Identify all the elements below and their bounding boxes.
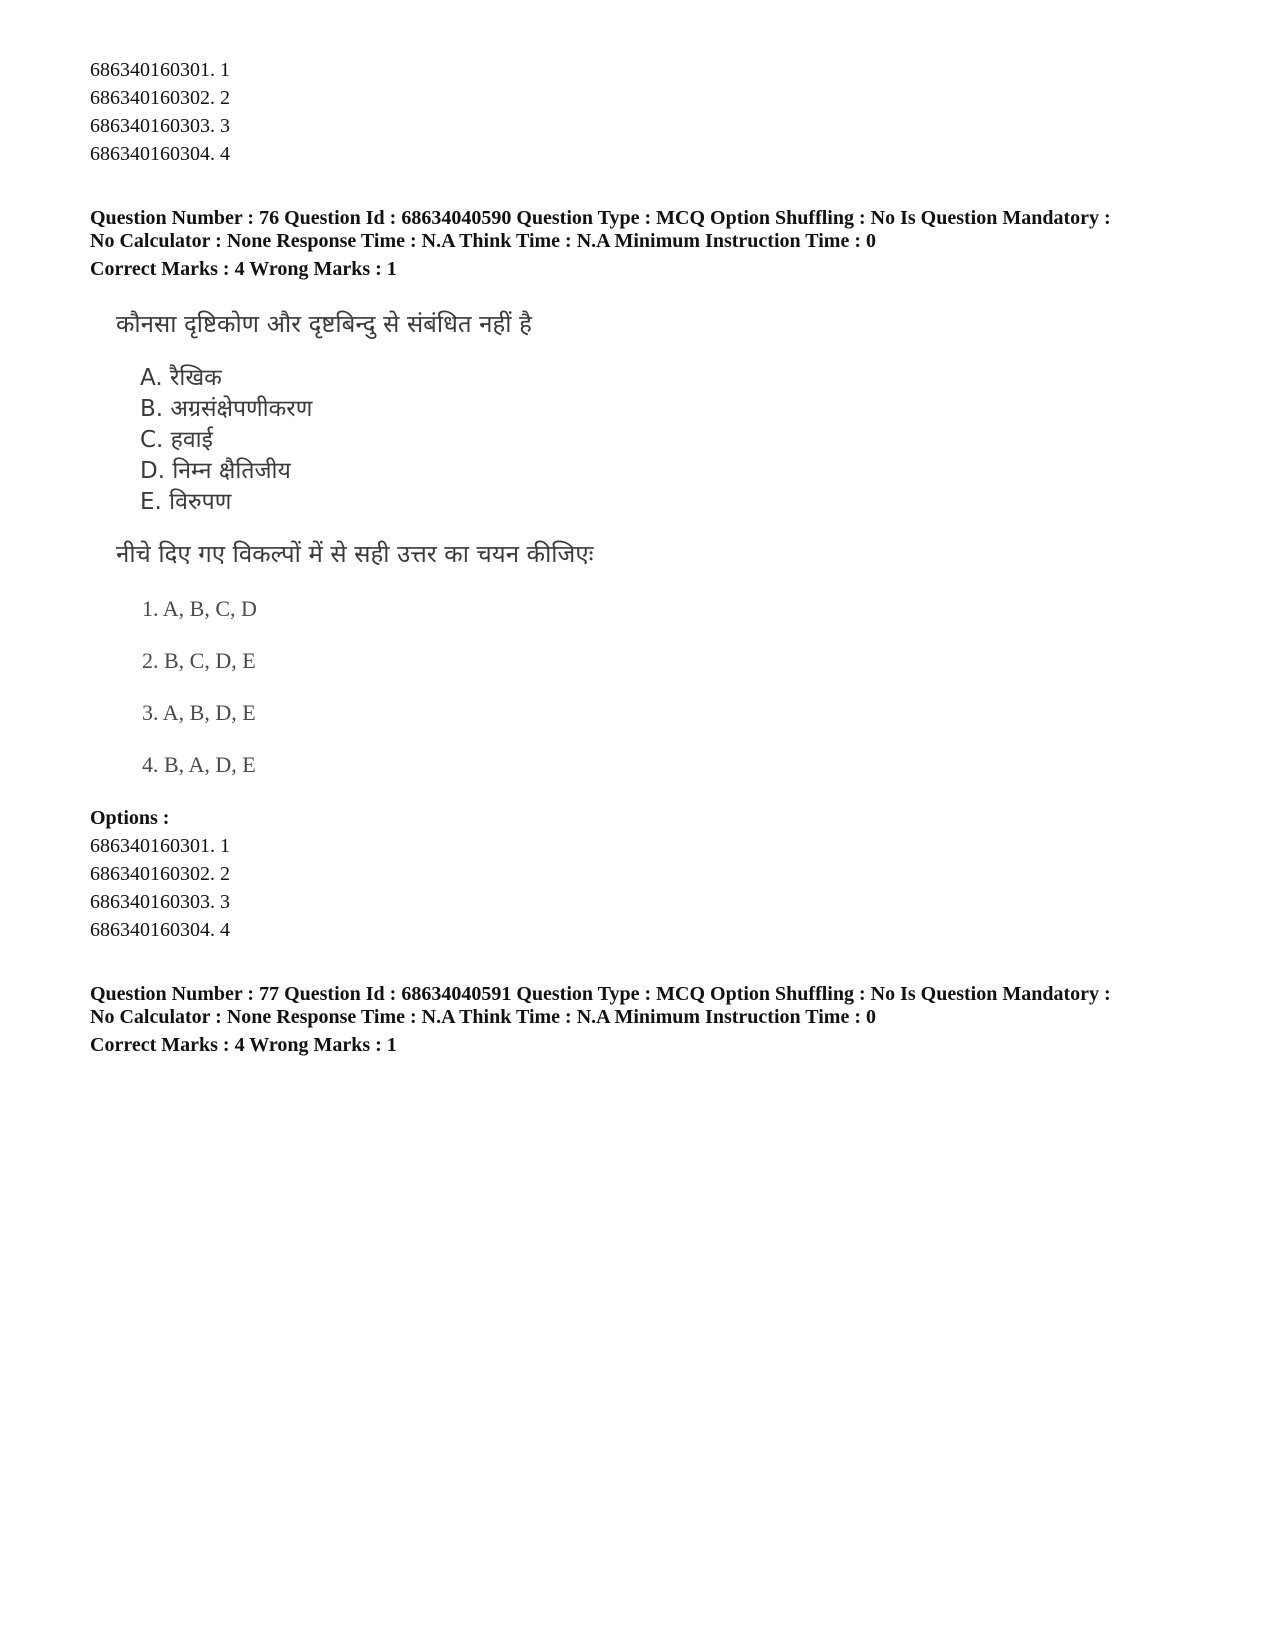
option-line: 686340160301. 1 [90,59,230,81]
q77-meta-line2: No Calculator : None Response Time : N.A Think Time : N.A Minimum Instruction Time : 0 [90,1006,876,1028]
option-line: 686340160304. 4 [90,919,230,941]
option-line: 686340160301. 1 [90,835,230,857]
q76-item-e: E. विरुपण [140,489,232,515]
q76-item-d: D. निम्न क्षैतिजीय [140,458,291,484]
q76-options-label: Options : [90,807,170,829]
q76-choice-4: 4. B, A, D, E [142,752,256,777]
q76-choice-1: 1. A, B, C, D [142,596,257,621]
option-line: 686340160302. 2 [90,863,230,885]
q76-instruction: नीचे दिए गए विकल्पों में से सही उत्तर का चयन कीजिएः [116,540,594,568]
q76-meta-line2: No Calculator : None Response Time : N.A Think Time : N.A Minimum Instruction Time : 0 [90,230,876,252]
q76-stem: कौनसा दृष्टिकोण और दृष्टबिन्दु से संबंधित नहीं है [116,310,532,338]
q76-choice-2: 2. B, C, D, E [142,648,256,673]
option-line: 686340160303. 3 [90,891,230,913]
q76-item-c: C. हवाई [140,427,213,453]
q76-choice-3: 3. A, B, D, E [142,700,256,725]
q77-meta-line1: Question Number : 77 Question Id : 68634040591 Question Type : MCQ Option Shuffling : No Is Question Mandatory : [90,983,1111,1005]
q76-meta-line1: Question Number : 76 Question Id : 68634040590 Question Type : MCQ Option Shuffling : No Is Question Mandatory : [90,207,1111,229]
option-line: 686340160303. 3 [90,115,230,137]
q76-item-b: B. अग्रसंक्षेपणीकरण [140,396,313,422]
option-line: 686340160304. 4 [90,143,230,165]
q77-marks: Correct Marks : 4 Wrong Marks : 1 [90,1034,397,1056]
q76-item-a: A. रैखिक [140,365,222,391]
q76-marks: Correct Marks : 4 Wrong Marks : 1 [90,258,397,280]
option-line: 686340160302. 2 [90,87,230,109]
